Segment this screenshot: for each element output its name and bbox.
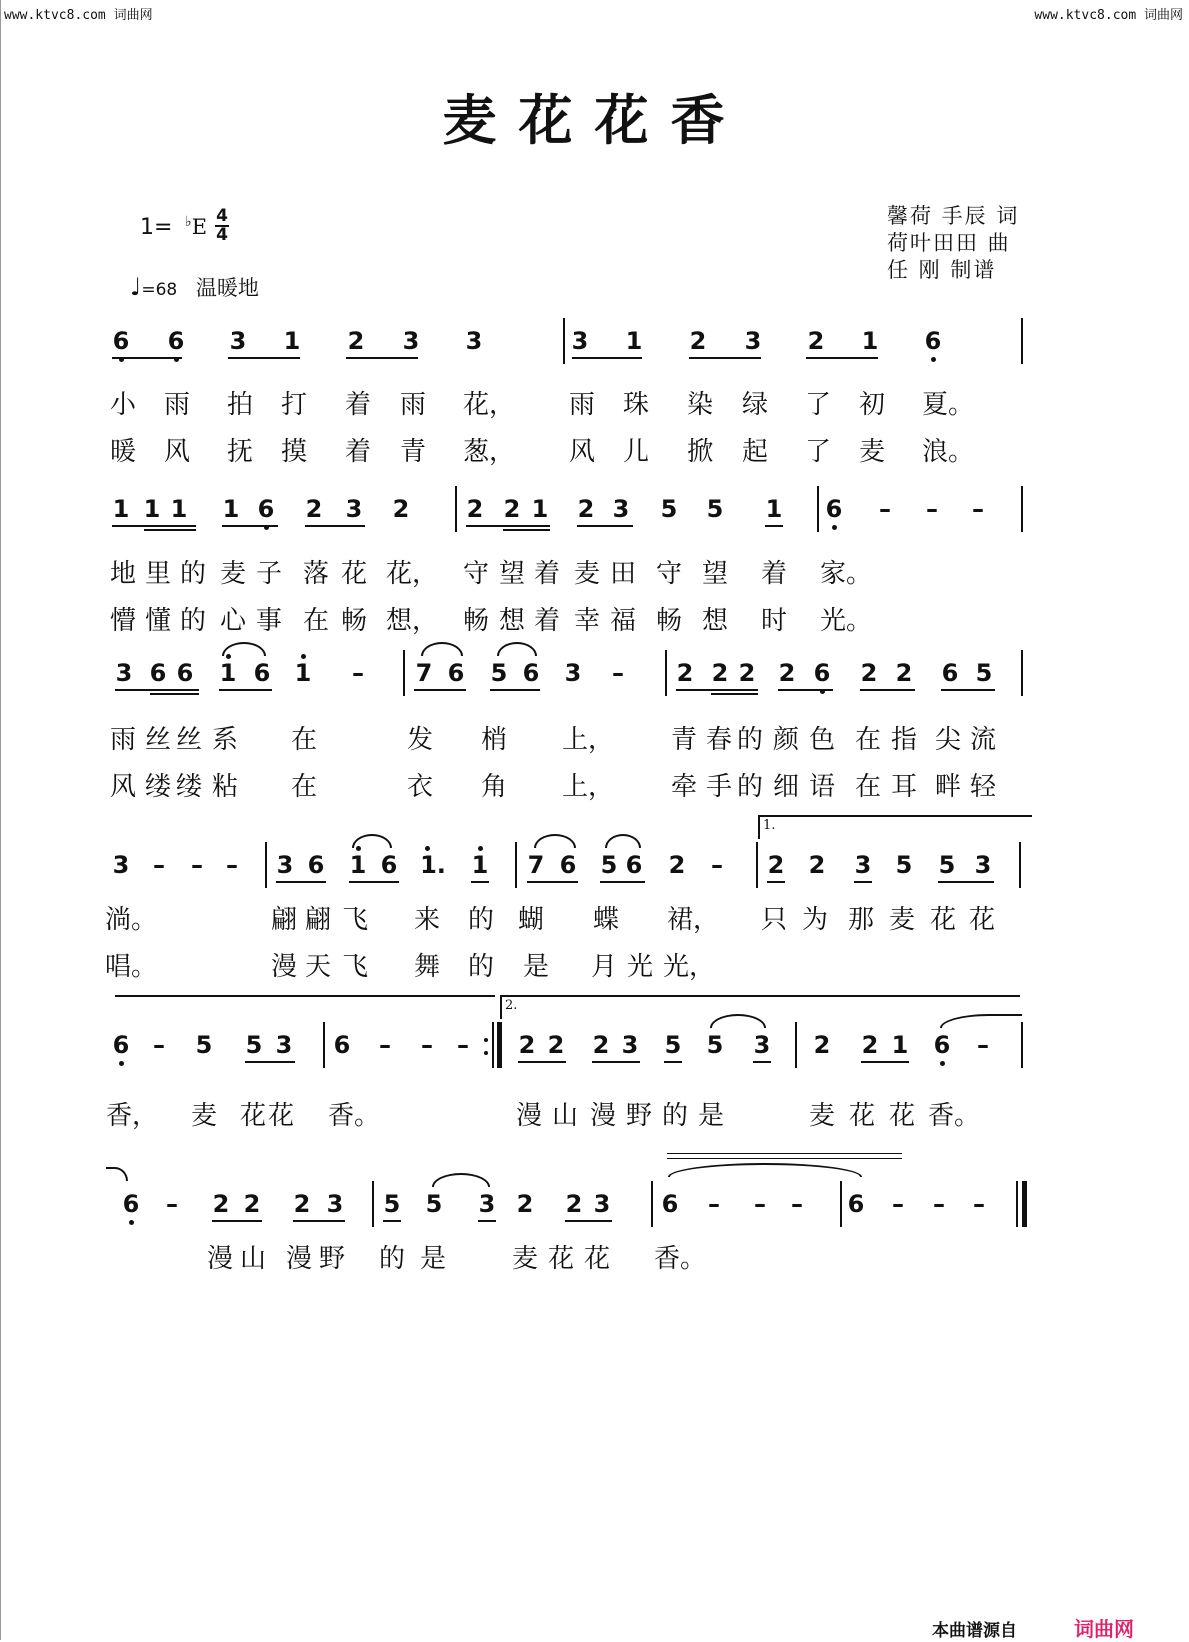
note: 1	[286, 658, 320, 688]
note: 3	[229, 327, 247, 355]
note: 6	[380, 851, 398, 879]
note: –	[879, 495, 891, 523]
note: 6	[522, 659, 540, 687]
note: –	[791, 1190, 803, 1218]
note: 6	[805, 658, 839, 688]
note: 1	[463, 850, 497, 880]
volta-first-ending	[758, 815, 1032, 839]
barline	[1021, 1022, 1023, 1068]
arranger-credit: 任 刚 制谱	[887, 258, 997, 282]
tempo-marking: ♩=68 温暖地	[130, 273, 259, 301]
note: 2	[813, 1031, 831, 1059]
note: 6	[149, 659, 167, 687]
note: 7	[415, 659, 433, 687]
note: 5	[245, 1031, 263, 1059]
note: 6	[249, 494, 283, 524]
note: 6	[925, 1030, 959, 1060]
note: –	[166, 1190, 178, 1218]
barline	[455, 486, 457, 532]
note: 2	[516, 1190, 534, 1218]
note: 1	[625, 327, 643, 355]
note: 5	[938, 851, 956, 879]
note: 6	[559, 851, 577, 879]
note: –	[892, 1190, 904, 1218]
note: 3	[112, 851, 130, 879]
note: 2	[392, 495, 410, 523]
note: 6	[104, 1030, 138, 1060]
note: 2	[565, 1190, 583, 1218]
note: 5	[664, 1031, 682, 1059]
note: 6	[941, 659, 959, 687]
note: 2	[577, 495, 595, 523]
note: –	[457, 1031, 469, 1059]
note: 1	[765, 495, 783, 523]
barline	[1019, 842, 1021, 888]
note: 2	[861, 1031, 879, 1059]
note: 3	[345, 495, 363, 523]
note: 2	[711, 659, 729, 687]
note: 3	[402, 327, 420, 355]
tie-line	[667, 1158, 902, 1159]
note: –	[352, 659, 364, 687]
note: 5	[895, 851, 913, 879]
note: 1	[531, 495, 549, 523]
note: 3	[115, 659, 133, 687]
barline	[756, 842, 758, 888]
note: 6	[847, 1190, 865, 1218]
note: 1	[283, 327, 301, 355]
barline	[403, 650, 405, 696]
score-system-5	[0, 1018, 1189, 1078]
note: 3	[465, 327, 483, 355]
note: 1	[112, 495, 130, 523]
note: 2	[592, 1031, 610, 1059]
note: –	[933, 1190, 945, 1218]
time-signature: 4 4	[216, 206, 228, 245]
note: 6	[625, 851, 643, 879]
source-label: 本曲谱源自	[932, 1621, 1017, 1641]
note: 2	[347, 327, 365, 355]
note: –	[379, 1031, 391, 1059]
note: 6	[253, 659, 271, 687]
note: –	[708, 1190, 720, 1218]
note: 6	[916, 326, 950, 356]
barline	[1016, 1181, 1018, 1227]
score-system-2	[0, 482, 1189, 542]
score-system-3	[0, 646, 1189, 706]
note: 2	[243, 1190, 261, 1218]
note: 2	[668, 851, 686, 879]
note: –	[153, 1031, 165, 1059]
song-title: 麦花花香	[442, 88, 747, 152]
note: 2	[466, 495, 484, 523]
score-system-1	[0, 314, 1189, 374]
note: –	[977, 1031, 989, 1059]
note: –	[972, 495, 984, 523]
note: 6	[114, 1189, 148, 1219]
note: 2	[676, 659, 694, 687]
note: –	[226, 851, 238, 879]
note: 3	[275, 1031, 293, 1059]
note: 2	[860, 659, 878, 687]
lyricist-credit: 馨荷 手辰 词	[887, 204, 1020, 228]
note: 6	[447, 659, 465, 687]
barline	[665, 650, 667, 696]
barline	[1021, 486, 1023, 532]
note: 6	[176, 659, 194, 687]
note: 6	[817, 494, 851, 524]
site-logo[interactable]: 词曲网	[1074, 1617, 1134, 1641]
note: 3	[744, 327, 762, 355]
note: –	[926, 495, 938, 523]
barline	[1021, 650, 1023, 696]
note: 2	[503, 495, 521, 523]
note: 1	[211, 658, 245, 688]
repeat-barline	[497, 1022, 502, 1068]
note: 2	[738, 659, 756, 687]
note: 1	[891, 1031, 909, 1059]
note: 2	[808, 851, 826, 879]
note: 2	[689, 327, 707, 355]
note: 3	[326, 1190, 344, 1218]
note: –	[153, 851, 165, 879]
note: 3	[276, 851, 294, 879]
composer-credit: 荷叶田田 曲	[887, 231, 1011, 255]
note: 3	[571, 327, 589, 355]
note: 7	[527, 851, 545, 879]
note: 2	[778, 659, 796, 687]
note: 3	[612, 495, 630, 523]
score-system-6	[0, 1177, 1189, 1237]
note: 2	[767, 851, 785, 879]
barline	[372, 1181, 374, 1227]
final-barline	[1022, 1181, 1027, 1227]
note: –	[711, 851, 723, 879]
barline	[492, 1022, 494, 1068]
note: 2	[212, 1190, 230, 1218]
note: –	[421, 1031, 433, 1059]
volta-number: 1.	[763, 818, 776, 833]
note: 2	[305, 495, 323, 523]
note: 5	[490, 659, 508, 687]
note: 1	[143, 495, 161, 523]
note: 5	[706, 495, 724, 523]
note: 2	[895, 659, 913, 687]
watermark-left: www.ktvc8.com 词曲网	[4, 8, 153, 23]
note: 2	[518, 1031, 536, 1059]
note: 3	[593, 1190, 611, 1218]
note: 5	[975, 659, 993, 687]
tie-line	[667, 1153, 902, 1154]
note: 2	[547, 1031, 565, 1059]
note: 3	[854, 851, 872, 879]
note: –	[973, 1190, 985, 1218]
note: 6	[661, 1190, 679, 1218]
note: 5	[600, 851, 618, 879]
note: 3	[974, 851, 992, 879]
note: 2	[293, 1190, 311, 1218]
barline	[795, 1022, 797, 1068]
note: 5	[660, 495, 678, 523]
first-ending-extension	[115, 995, 495, 997]
note: 5	[425, 1190, 443, 1218]
note: 3	[621, 1031, 639, 1059]
volta-number: 2.	[505, 998, 518, 1013]
note: 3	[478, 1190, 496, 1218]
note: 1	[170, 495, 188, 523]
note: 6	[333, 1031, 351, 1059]
note: –	[191, 851, 203, 879]
score-system-4	[0, 838, 1189, 898]
barline	[515, 842, 517, 888]
barline	[1021, 318, 1023, 364]
note: 5	[383, 1190, 401, 1218]
barline	[265, 842, 267, 888]
volta-second-ending	[500, 995, 1020, 1019]
note: 1	[341, 850, 375, 880]
note: 6	[159, 326, 193, 356]
note: 3	[564, 659, 582, 687]
note: –	[754, 1190, 766, 1218]
watermark-right: www.ktvc8.com 词曲网	[1034, 8, 1183, 23]
note: 2	[807, 327, 825, 355]
note: 5	[706, 1031, 724, 1059]
note: 3	[753, 1031, 771, 1059]
note: 1.	[416, 850, 450, 880]
key-signature: 1= ♭E	[140, 214, 208, 240]
note: –	[612, 659, 624, 687]
note: 6	[307, 851, 325, 879]
note: 1	[861, 327, 879, 355]
note: 5	[195, 1031, 213, 1059]
note: 1	[222, 495, 240, 523]
note: 6	[104, 326, 138, 356]
